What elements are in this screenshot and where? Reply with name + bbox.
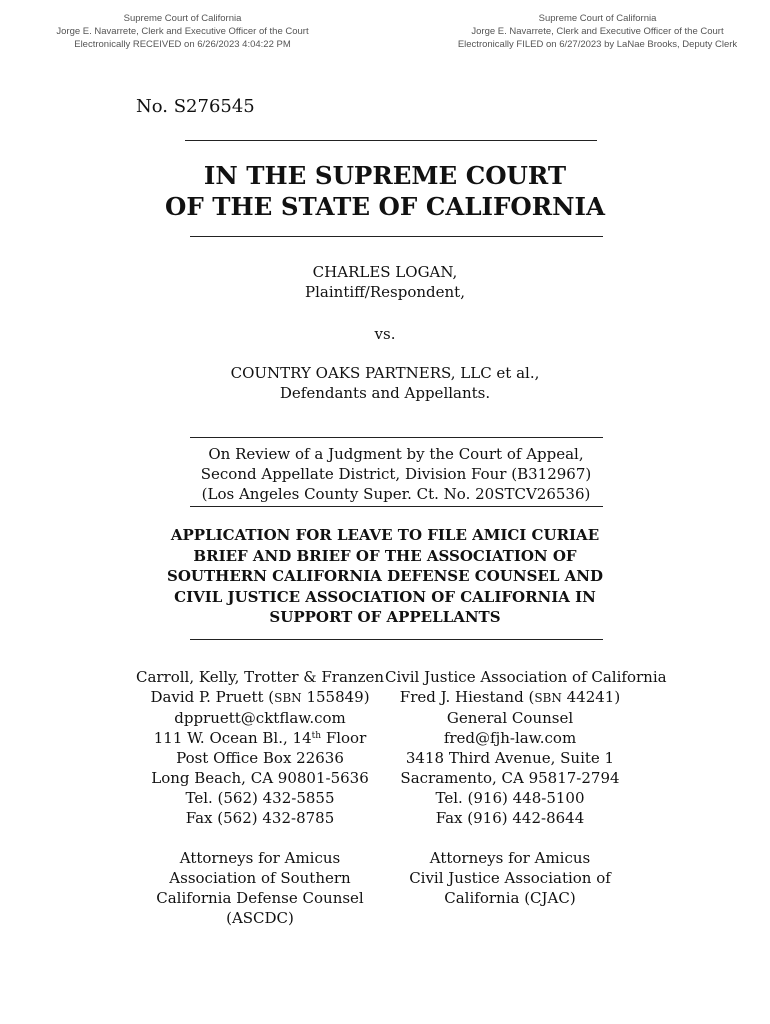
city-state-zip: Long Beach, CA 90801-5636 [151,769,369,787]
court-title-line1: IN THE SUPREME COURT [203,161,567,190]
attorneys-for-line: Association of Southern [169,869,351,887]
filed-stamp-line3: Electronically FILED on 6/27/2023 by LaNae Brooks, Deputy Clerk [457,39,738,50]
divider-application [190,639,603,640]
street-address: 3418 Third Avenue, Suite 1 [405,749,615,767]
sbn-label: SBN [534,691,562,705]
plaintiff-block [150,262,620,302]
application-title-line: APPLICATION FOR LEAVE TO FILE AMICI CURIAE [170,526,600,544]
sbn-label: SBN [274,691,302,705]
firm-name: Civil Justice Association of California [385,668,667,686]
court-title-line2: OF THE STATE OF CALIFORNIA [165,192,605,221]
counsel-cjac [385,667,667,908]
telephone: Tel. (562) 432-5855 [185,789,335,807]
review-block [190,444,602,504]
plaintiff-name: CHARLES LOGAN, [312,263,458,281]
attorneys-for-line: California (CJAC) [444,889,576,907]
application-title [135,525,635,628]
attorneys-for-line: Attorneys for Amicus [179,849,341,867]
divider-court [190,236,603,237]
attorney-title: General Counsel [446,709,574,727]
attorney-name-text: David P. Pruett ( [150,688,275,706]
sbn-number: 44241) [561,688,621,706]
email-address: fred@fjh-law.com [443,729,577,747]
attorneys-for-line: Attorneys for Amicus [429,849,591,867]
filed-stamp [445,12,750,51]
fax: Fax (916) 442-8644 [435,809,585,827]
city-state-zip: Sacramento, CA 95817-2794 [400,769,620,787]
sbn-number: 155849) [301,688,370,706]
filed-stamp-line1: Supreme Court of California [538,13,657,24]
counsel-ascdc [110,667,410,928]
divider-top [185,140,597,141]
fax: Fax (562) 432-8785 [185,809,335,827]
po-box: Post Office Box 22636 [176,749,344,767]
attorneys-for-line: Civil Justice Association of [409,869,611,887]
application-title-line: SOUTHERN CALIFORNIA DEFENSE COUNSEL AND [167,567,603,585]
received-stamp-line3: Electronically RECEIVED on 6/26/2023 4:04:22 PM [74,39,291,50]
street-address-text: 111 W. Ocean Bl., 14 [153,729,312,747]
ordinal-suffix: th [311,731,322,741]
attorney-name-text: Fred J. Hiestand ( [399,688,535,706]
firm-name: Carroll, Kelly, Trotter & Franzen [135,668,385,686]
received-stamp-line1: Supreme Court of California [123,13,242,24]
attorneys-for-line: (ASCDC) [226,909,294,927]
attorney-name [110,687,410,708]
plaintiff-role: Plaintiff/Respondent, [305,283,465,301]
divider-review-bottom [190,506,603,507]
defendant-name: COUNTRY OAKS PARTNERS, LLC et al., [230,364,540,382]
review-line1: On Review of a Judgment by the Court of Appeal, [208,445,584,463]
received-stamp-line2: Jorge E. Navarrete, Clerk and Executive Officer of the Court [56,26,309,37]
court-title [150,160,620,222]
defendant-role: Defendants and Appellants. [279,384,491,402]
attorneys-for-line: California Defense Counsel [156,889,364,907]
email-address: dppruett@cktflaw.com [174,709,346,727]
application-title-line: BRIEF AND BRIEF OF THE ASSOCIATION OF [193,546,577,565]
review-line2: Second Appellate District, Division Four (B312967) [200,465,592,483]
received-stamp [40,12,325,51]
case-number: No. S276545 [136,96,255,117]
street-address [110,728,410,748]
application-title-line: SUPPORT OF APPELLANTS [269,608,501,626]
attorney-name [385,687,635,708]
application-title-line: CIVIL JUSTICE ASSOCIATION OF CALIFORNIA IN [174,587,596,606]
defendant-block [150,363,620,403]
divider-review-top [190,437,603,438]
telephone: Tel. (916) 448-5100 [435,789,585,807]
street-address-floor: Floor [321,729,367,747]
versus: vs. [374,325,396,343]
review-line3: (Los Angeles County Super. Ct. No. 20STCV26536) [201,485,591,503]
filed-stamp-line2: Jorge E. Navarrete, Clerk and Executive Officer of the Court [471,26,724,37]
